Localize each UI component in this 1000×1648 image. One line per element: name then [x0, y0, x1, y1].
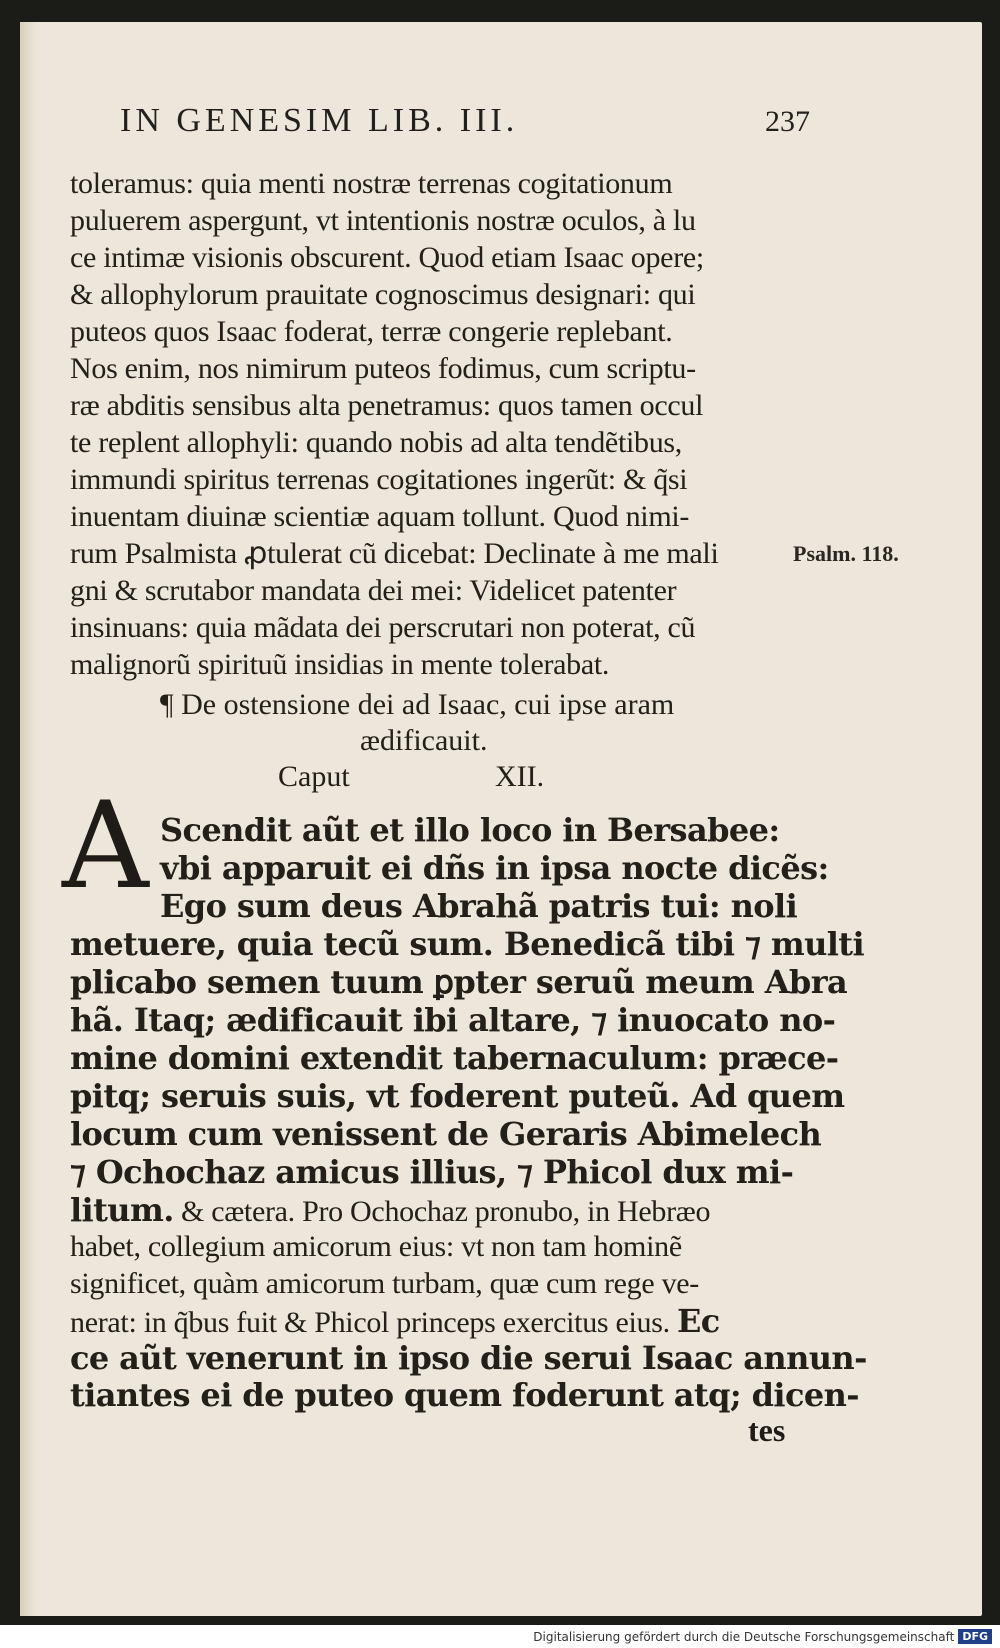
gothic-line: mine domini extendit tabernaculum: præce- [70, 1039, 839, 1077]
text-line [70, 1303, 830, 1341]
text-line: inuentam diuinæ scientiæ aquam tollunt. Quod nimi- [70, 500, 690, 533]
mixed-line-gothic: litum. [70, 1191, 174, 1229]
page-gutter-shadow [20, 22, 36, 1616]
text-line: gni & scrutabor mandata dei mei: Videlicet patenter [70, 574, 677, 607]
catchword: tes [748, 1412, 786, 1448]
drop-cap-initial: A [62, 777, 149, 916]
gothic-line: vbi apparuit ei dñs in ipsa nocte dicẽs: [160, 849, 829, 887]
section-heading-line-2: ædificauit. [360, 724, 488, 757]
text-line: significet, quàm amicorum turbam, quæ cum rege ve- [70, 1267, 699, 1300]
gothic-tail-start: Ec [677, 1302, 720, 1340]
text-line: & allophylorum prauitate cognoscimus designari: qui [70, 278, 696, 311]
text-line: toleramus: quia menti nostræ terrenas cogitationum [70, 167, 673, 200]
gothic-line: ⁊ Ochochaz amicus illius, ⁊ Phicol dux mi- [70, 1153, 794, 1191]
footer-credit-text: Digitalisierung gefördert durch die Deutsche Forschungsgemeinschaft [533, 1629, 955, 1644]
text-line: puluerem aspergunt, vt intentionis nostræ oculos, à lu [70, 204, 696, 237]
text-line-roman: nerat: in q̃bus fuit & Phicol princeps exercitus eius. [70, 1306, 670, 1339]
text-line: rum Psalmista ꝓtulerat cũ dicebat: Declinate à me mali [70, 537, 719, 570]
text-line: insinuans: quia mãdata dei perscrutari non poterat, cũ [70, 611, 696, 644]
gothic-line: Ego sum deus Abrahã patris tui: noli [160, 887, 798, 925]
caput-number: XII. [495, 760, 545, 793]
book-page [20, 22, 982, 1616]
text-line: immundi spiritus terrenas cogitationes ingerũt: & q̃si [70, 463, 688, 496]
text-line: ce intimæ visionis obscurent. Quod etiam Isaac opere; [70, 241, 704, 274]
mixed-line [70, 1192, 830, 1230]
gothic-line: tiantes ei de puteo quem foderunt atq; dicen- [70, 1376, 859, 1414]
gothic-line: hã. Itaq; ædificauit ibi altare, ⁊ inuocato no- [70, 1001, 836, 1039]
gothic-line: locum cum venissent de Geraris Abimelech [70, 1115, 822, 1153]
gothic-line: Scendit aũt et illo loco in Bersabee: [160, 811, 780, 849]
running-head-title: IN GENESIM LIB. III. [120, 102, 519, 139]
text-line: te replent allophyli: quando nobis ad alta tendẽtibus, [70, 426, 682, 459]
running-head [120, 102, 810, 140]
gothic-line: ce aũt venerunt in ipso die serui Isaac annun- [70, 1339, 867, 1377]
text-line: malignorũ spirituũ insidias in mente tolerabat. [70, 648, 610, 681]
section-heading-line-1: ¶ De ostensione dei ad Isaac, cui ipse aram [160, 688, 675, 721]
mixed-line-roman: & cætera. Pro Ochochaz pronubo, in Hebræo [180, 1195, 711, 1228]
footer-credit-bar [0, 1625, 1000, 1648]
text-line: habet, collegium amicorum eius: vt non tam hominẽ [70, 1230, 682, 1263]
page-number: 237 [765, 105, 810, 138]
dfg-logo: DFG [958, 1629, 992, 1644]
gothic-line: pitq; seruis suis, vt foderent puteũ. Ad quem [70, 1077, 845, 1115]
marginal-note: Psalm. 118. [793, 541, 899, 566]
text-line: puteos quos Isaac foderat, terræ congerie replebant. [70, 315, 673, 348]
gothic-line: plicabo semen tuum ꝑpter seruũ meum Abra [70, 963, 848, 1001]
gothic-line: metuere, quia tecũ sum. Benedicã tibi ⁊ multi [70, 925, 865, 963]
text-line: ræ abditis sensibus alta penetramus: quos tamen occul [70, 389, 704, 422]
text-line: Nos enim, nos nimirum puteos fodimus, cum scriptu- [70, 352, 696, 385]
caput-label: Caput [278, 760, 350, 793]
